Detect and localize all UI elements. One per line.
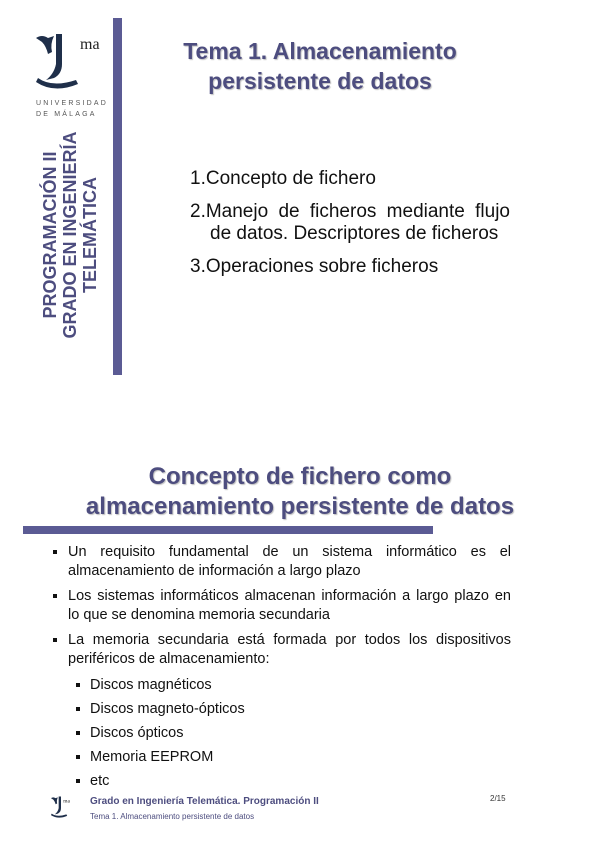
side-title-line-2: GRADO EN INGENIERÍA [60,131,80,339]
bullet-item: Los sistemas informáticos almacenan información a largo plazo en lo que se denomina memoria secundaria [48,587,511,625]
toc-item: 3.Operaciones sobre ficheros [190,256,439,277]
side-title-line-3: TELEMÁTICA [80,177,100,293]
slide-1-title-line-2: persistente de datos [208,68,432,94]
logo-superscript: ma [80,36,100,53]
bullet-list [48,543,511,675]
toc-item: 1.Concepto de fichero [190,168,376,189]
sub-bullet-item: Memoria EEPROM [72,748,372,767]
slide-2-title-line-1: Concepto de fichero como [148,463,452,490]
sub-bullet-item: Discos magneto-ópticos [72,700,372,719]
footer-topic: Tema 1. Almacenamiento persistente de datos [90,812,255,821]
slide-1-title-line-1: Tema 1. Almacenamiento [183,38,457,64]
sub-bullet-list [72,676,372,796]
sub-bullet-item: Discos magnéticos [72,676,372,695]
side-course-title [40,115,100,355]
toc-item: 2.Manejo de ficheros mediante flujo de datos. Descriptores de ficheros [190,201,510,244]
university-name-line-2: DE MÁLAGA [36,111,97,118]
university-name-line-1: UNIVERSIDAD [36,100,109,107]
svg-text:ma: ma [63,798,70,805]
slide-1-title [150,36,490,96]
slide-2-title [30,462,570,522]
page-number: 2/15 [490,794,506,803]
vertical-accent-bar [113,18,122,375]
slide-2-title-line-2: almacenamiento persistente de datos [85,493,515,520]
bullet-item: La memoria secundaria está formada por todos los dispositivos periféricos de almacenamiento: [48,631,511,669]
horizontal-accent-bar [23,526,433,534]
sub-bullet-item: Discos ópticos [72,724,372,743]
footer-course: Grado en Ingeniería Telemática. Programación II [90,796,319,807]
sub-bullet-item: etc [72,772,372,791]
table-of-contents [190,168,510,289]
side-title-line-1: PROGRAMACIÓN II [40,151,60,319]
bullet-item: Un requisito fundamental de un sistema informático es el almacenamiento de información a largo plazo [48,543,511,581]
footer-logo-icon [48,795,74,819]
